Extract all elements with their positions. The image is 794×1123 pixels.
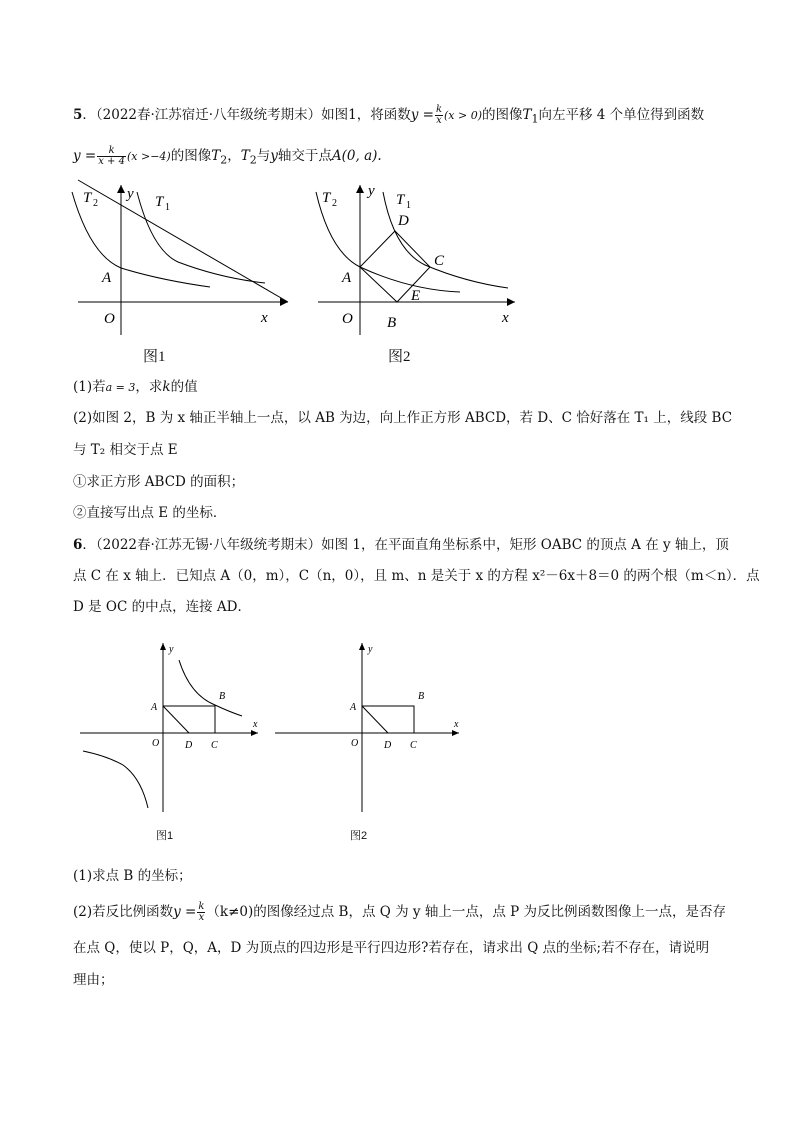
- q5-p1-text: (1)若: [73, 379, 106, 395]
- origin-label: O: [104, 311, 115, 327]
- q5-part-2-line-2: 与 T₂ 相交于点 E: [73, 442, 178, 458]
- q5-figure-1: [60, 180, 290, 340]
- x-axis-arrow: [251, 730, 258, 736]
- x-label: x: [454, 719, 459, 730]
- point-E-label: E: [411, 288, 421, 304]
- T1-sub: 1: [165, 202, 170, 213]
- T1-label: T: [155, 194, 164, 210]
- point-D-label: D: [384, 740, 392, 751]
- q5-T1-sub: 1: [531, 112, 539, 126]
- point-B-label: B: [219, 691, 226, 702]
- T2-sub: 2: [93, 198, 98, 209]
- q6-source: （2022春·江苏无锡·八年级统考期末）: [95, 537, 322, 553]
- y-label: y: [169, 644, 174, 655]
- q6-p2-a: (2)若反比例函数: [73, 904, 174, 920]
- q6-part-2-line-3: 理由；: [73, 972, 114, 988]
- q6-fraction-k-over-x: $\frac{k}{x}$: [198, 901, 205, 923]
- x-label: x: [253, 719, 258, 730]
- T2-label: T: [83, 190, 92, 206]
- T1-sub: 1: [406, 200, 411, 211]
- q5-part-2-ii: ②直接写出点 E 的坐标．: [73, 505, 227, 521]
- q5-T2-sub: 2: [220, 153, 228, 167]
- q6-line-3: D 是 OC 的中点，连接 AD．: [73, 599, 251, 615]
- q5-text-3: 的图像: [170, 148, 212, 164]
- q5-domain-1: (x > 0): [444, 109, 482, 122]
- T2-sub: 2: [332, 198, 337, 209]
- point-C-label: C: [410, 740, 417, 751]
- x-axis-arrow: [507, 298, 515, 306]
- hyperbola-branch-2: [83, 751, 148, 808]
- q5-part-2-i: ①求正方形 ABCD 的面积；: [73, 474, 245, 490]
- point-D-label: D: [398, 213, 409, 229]
- q5-fraction-k-over-x: $\frac{k}{x}$: [435, 104, 442, 126]
- y-axis-arrow: [356, 185, 364, 193]
- q5-number: 5: [73, 107, 83, 123]
- y-axis-arrow: [160, 643, 166, 650]
- point-C-label: C: [434, 253, 445, 269]
- q5-T2-sub-again: 2: [249, 153, 257, 167]
- curve-T2: [316, 192, 460, 292]
- q6-fig2-caption: 图2: [350, 830, 368, 842]
- x-label: x: [261, 310, 268, 326]
- hyperbola-branch-1: [179, 660, 242, 716]
- q5-fig2-caption: 图2: [388, 349, 411, 365]
- q5-part-2-line-1: (2)如图 2，B 为 x 轴正半轴上一点，以 AB 为边，向上作正方形 ABCD，若 D、C 恰好落在 T₁ 上，线段 BC: [73, 410, 733, 426]
- point-D-label: D: [185, 740, 193, 751]
- rectangle-OABC: [362, 706, 414, 733]
- point-C-label: C: [211, 740, 218, 751]
- q5-y-eq-2: y =: [73, 148, 97, 164]
- q6-figure-1: [75, 640, 265, 815]
- x-axis-arrow: [452, 730, 459, 736]
- q5-p1-end: ，求: [135, 379, 163, 395]
- q6-y-eq: y =: [173, 904, 197, 920]
- q5-y-axis: y: [270, 148, 278, 164]
- q5-figure-2: [300, 180, 530, 340]
- q6-intro: 如图 1，在平面直角坐标系中，矩形 OABC 的顶点 A 在 y 轴上，顶: [321, 537, 729, 553]
- q5-T1: T: [522, 107, 532, 123]
- q6-fig1-caption: 图1: [156, 830, 174, 842]
- q6-part-2-line-1: [73, 902, 726, 923]
- y-eq: y =: [410, 107, 434, 123]
- q5-point-A: A(0, a): [331, 148, 378, 164]
- rectangle-OABC: [163, 706, 215, 733]
- q5-line-2: [73, 146, 382, 171]
- point-A-label: A: [151, 702, 158, 713]
- T1-label: T: [396, 192, 405, 208]
- origin-label: O: [152, 738, 160, 749]
- y-axis-arrow: [359, 643, 365, 650]
- q5-source: （2022春·江苏宿迁·八年级统考期末）: [95, 107, 322, 123]
- q6-line-2: 点 C 在 x 轴上．已知点 A（0，m），C（n，0），且 m、n 是关于 x 的方程 x²－6x＋8＝0 的两个根（m＜n）．点: [73, 568, 760, 584]
- q6-line-1: 6．（2022春·江苏无锡·八年级统考期末）如图 1，在平面直角坐标系中，矩形 OABC 的顶点 A 在 y 轴上，顶: [73, 537, 729, 553]
- q5-with: 与: [256, 148, 271, 164]
- point-B-label: B: [418, 691, 425, 702]
- q5-text-2: 向左平移 4 个单位得到函数: [538, 107, 705, 123]
- q6-figure-2: [272, 640, 467, 815]
- q5-text: 的图像: [482, 107, 523, 123]
- origin-label: O: [342, 311, 353, 327]
- point-A-label: A: [350, 702, 357, 713]
- q6-number: 6: [73, 537, 83, 553]
- q5-fig1-caption: 图1: [143, 349, 166, 365]
- point-B-label: B: [387, 315, 397, 331]
- q5-period: .: [377, 148, 382, 164]
- q5-domain-2: (x >−4): [126, 150, 171, 163]
- q5-part-1: [73, 377, 198, 398]
- y-axis-arrow: [117, 185, 125, 193]
- q6-part-2-line-2: 在点 Q，使以 P，Q，A，D 为顶点的四边形是平行四边形?若存在，请求出 Q 点的坐标;若不存在，请说明: [73, 940, 710, 956]
- point-A-label: A: [342, 270, 352, 286]
- origin-label: O: [351, 738, 359, 749]
- y-label: y: [368, 183, 375, 199]
- q6-p2-b: （k≠0)的图像经过点 B，点 Q 为 y 轴上一点，点 P 为反比例函数图像上一点，是否存: [206, 904, 727, 920]
- q5-T2-again: T: [240, 148, 250, 164]
- q5-p1-cond: a = 3: [105, 381, 136, 394]
- q5-fraction-k-over-x-plus-4: $\frac{k}{x + 4}$: [98, 145, 125, 167]
- q6-part-1: (1)求点 B 的坐标；: [73, 868, 192, 884]
- q5-line-1: 5．（2022春·江苏宿迁·八年级统考期末）如图1，将函数y = $\frac{k}{x}$ (x > 0)的图像$T_1$向左平移 4 个单位得到函数: [73, 104, 705, 126]
- y-label: y: [368, 644, 373, 655]
- q5-comma: ，: [227, 148, 241, 164]
- y-label: y: [127, 186, 134, 202]
- q5-T2: T: [211, 148, 221, 164]
- q5-intro-text: 如图1，将函数: [321, 107, 411, 123]
- point-A-label: A: [102, 270, 112, 286]
- x-label: x: [502, 310, 509, 326]
- segment-AD: [163, 706, 189, 733]
- q5-p1-end2: 的值: [170, 379, 198, 395]
- q5-p1-k: k: [162, 379, 171, 395]
- segment-AD: [362, 706, 388, 733]
- q5-intersect: 轴交于点: [277, 148, 332, 164]
- T2-label: T: [322, 190, 331, 206]
